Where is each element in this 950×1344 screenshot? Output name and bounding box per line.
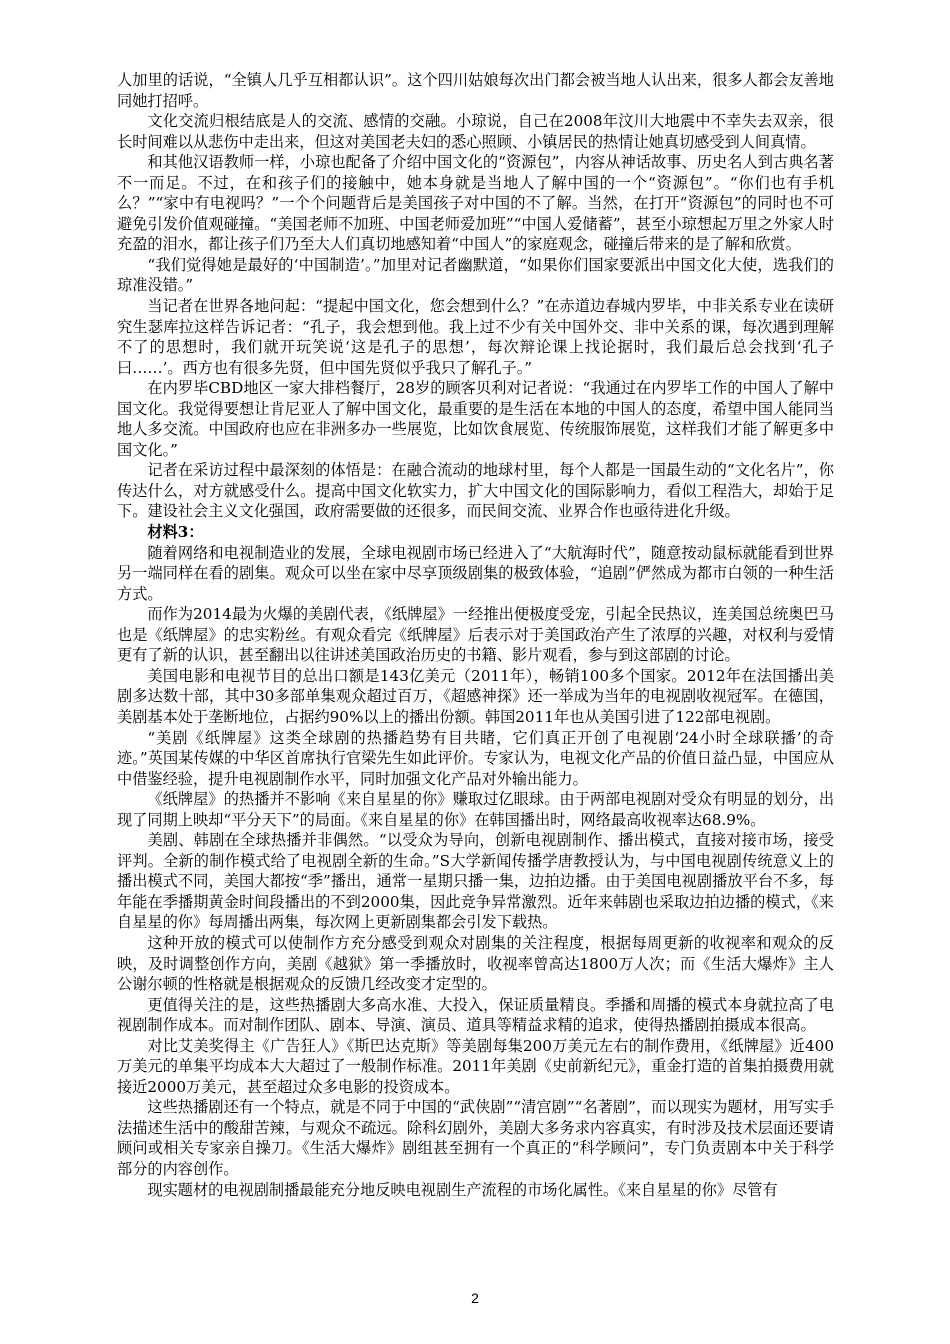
paragraph: “美剧《纸牌屋》这类全球剧的热播趋势有目共睹，它们真正开创了电视剧‘24小时全球联播’的奇迹。”英国某传媒的中华区首席执行官梁先生如此评价。专家认为，电视文化产品的价值日益凸显，中国应从中借鉴经验，提升电视剧制作水平，同时加强文化产品对外输出能力。 [117, 728, 834, 788]
paragraph: 更值得关注的是，这些热播剧大多高水准、大投入，保证质量精良。季播和周播的模式本身就拉高了电视剧制作成本。而对制作团队、剧本、导演、演员、道具等精益求精的追求，使得热播剧拍摄成本很高。 [117, 995, 834, 1035]
paragraph: 美剧、韩剧在全球热播并非偶然。“以受众为导向，创新电视剧制作、播出模式，直接对接市场，接受评判。全新的制作模式给了电视剧全新的生命。”S大学新闻传播学唐教授认为，与中国电视剧传统意义上的播出模式不同，美国大都按“季”播出，通常一星期只播一集，边拍边播。由于美国电视剧播放平台不多，每年能在季播期黄金时间段播出的不到2000集，因此竞争异常激烈。近年来韩剧也采取边拍边播的模式，《来自星星的你》每周播出两集，每次网上更新剧集都会引发下载热。 [117, 831, 834, 932]
paragraph: 《纸牌屋》的热播并不影响《来自星星的你》赚取过亿眼球。由于两部电视剧对受众有明显的划分，出现了同期上映却“平分天下”的局面。《来自星星的你》在韩国播出时，网络最高收视率达68.9%。 [117, 790, 834, 829]
paragraph: 现实题材的电视剧制播最能充分地反映电视剧生产流程的市场化属性。《来自星星的你》尽管有 [147, 1180, 778, 1199]
paragraph: 对比艾美奖得主《广告狂人》《斯巴达克斯》等美剧每集200万美元左右的制作费用，《纸牌屋》近400万美元的单集平均成本大大超过了一般制作标准。2011年美剧《史前新纪元》，重金打造的首集拍摄费用就接近2000万美元，甚至超过众多电影的投资成本。 [117, 1036, 834, 1096]
paragraph: 在内罗毕CBD地区一家大排档餐厅，28岁的顾客贝利对记者说：“我通过在内罗毕工作的中国人了解中国文化。我觉得要想让肯尼亚人了解中国文化，最重要的是生活在本地的中国人的态度，希望中国人能同当地人多交流。中国政府也应在非洲多办一些展览，比如饮食展览、传统服饰展览，这样我们才能了解更多中国文化。” [117, 379, 834, 459]
paragraph: “我们觉得她是最好的‘中国制造’。”加里对记者幽默道，“如果你们国家要派出中国文化大使，选我们的琼准没错。” [117, 255, 834, 295]
paragraph: 这种开放的模式可以使制作方充分感受到观众对剧集的关注程度，根据每周更新的收视率和观众的反映，及时调整创作方向，美剧《越狱》第一季播放时，收视率曾高达1800万人次；而《生活大爆炸》主人公谢尔顿的性格就是根据观众的反馈几经改变才定型的。 [117, 933, 834, 994]
page-number: 2 [471, 1290, 479, 1306]
body-text [117, 70, 834, 1200]
paragraph: 随着网络和电视制造业的发展，全球电视剧市场已经进入了“大航海时代”，随意按动鼠标就能看到世界另一端同样在看的剧集。观众可以坐在家中尽享顶级剧集的极致体验，“追剧”俨然成为都市白领的一种生活方式。 [117, 543, 834, 603]
paragraph: 和其他汉语教师一样，小琼也配备了介绍中国文化的“资源包”，内容从神话故事、历史名人到古典名著不一而足。不过，在和孩子们的接触中，她本身就是当地人了解中国的一个“资源包”。“你们也有手机么？”“家中有电视吗？”一个个问题背后是美国孩子对中国的不了解。当然，在打开“资源包”的同时也不可避免引发价值观碰撞。“美国老师不加班、中国老师爱加班”“中国人爱储蓄”，甚至小琼想起万里之外家人时充盈的泪水，都让孩子们乃至大人们真切地感知着“中国人”的家庭观念，碰撞后带来的是了解和欣赏。 [117, 153, 834, 254]
paragraph: 当记者在世界各地问起：“提起中国文化，您会想到什么？”在赤道边春城内罗毕，中非关系专业在读研究生瑟库拉这样告诉记者：“孔子，我会想到他。我上过不少有关中国外交、非中关系的课，每次遇到理解不了的思想时，我们就开玩笑说‘这是孔子的思想’，每次辩论课上找论据时，我们最后总会找到‘孔子曰……’。西方也有很多先贤，但中国先贤似乎我只了解孔子。” [117, 297, 834, 377]
paragraph: 这些热播剧还有一个特点，就是不同于中国的“武侠剧”“清宫剧”“名著剧”，而以现实为题材，用写实手法描述生活中的酸甜苦辣，与观众不疏远。除科幻剧外，美剧大多务求内容真实，有时涉及技术层面还要请顾问或相关专家亲自操刀。《生活大爆炸》剧组甚至拥有一个真正的“科学顾问”，专门负责剧本中关于科学部分的内容创作。 [117, 1098, 834, 1178]
paragraph: 而作为2014最为火爆的美剧代表，《纸牌屋》一经推出便极度受宠，引起全民热议，连美国总统奥巴马也是《纸牌屋》的忠实粉丝。有观众看完《纸牌屋》后表示对于美国政治产生了浓厚的兴趣，对权利与爱情更有了新的认识，甚至翻出以往讲述美国政治历史的书籍、影片观看，参与到这部剧的讨论。 [117, 605, 834, 665]
paragraph: 美国电影和电视节目的总出口额是143亿美元（2011年），畅销100多个国家。2012年在法国播出美剧多达数十部，其中30多部单集观众超过百万，《超感神探》还一举成为当年的电视剧收视冠军。在德国，美剧基本处于垄断地位，占据约90%以上的播出份额。韩国2011年也从美国引进了122部电视剧。 [117, 666, 834, 726]
section-heading: 材料3： [147, 523, 204, 542]
paragraph: 文化交流归根结底是人的交流、感情的交融。小琼说，自己在2008年汶川大地震中不幸失去双亲，很长时间难以从悲伤中走出来，但这对美国老夫妇的悉心照顾、小镇居民的热情让她真切感受到人间真情。 [117, 112, 834, 151]
paragraph: 记者在采访过程中最深刻的体悟是：在融合流动的地球村里，每个人都是一国最生动的“文化名片”，你传达什么，对方就感受什么。提高中国文化软实力，扩大中国文化的国际影响力，看似工程浩大，却始于足下。建设社会主义文化强国，政府需要做的还很多，而民间交流、业界合作也亟待进化升级。 [117, 461, 834, 521]
paragraph: 人加里的话说，“全镇人几乎互相都认识”。这个四川姑娘每次出门都会被当地人认出来，很多人都会友善地同她打招呼。 [117, 71, 834, 110]
